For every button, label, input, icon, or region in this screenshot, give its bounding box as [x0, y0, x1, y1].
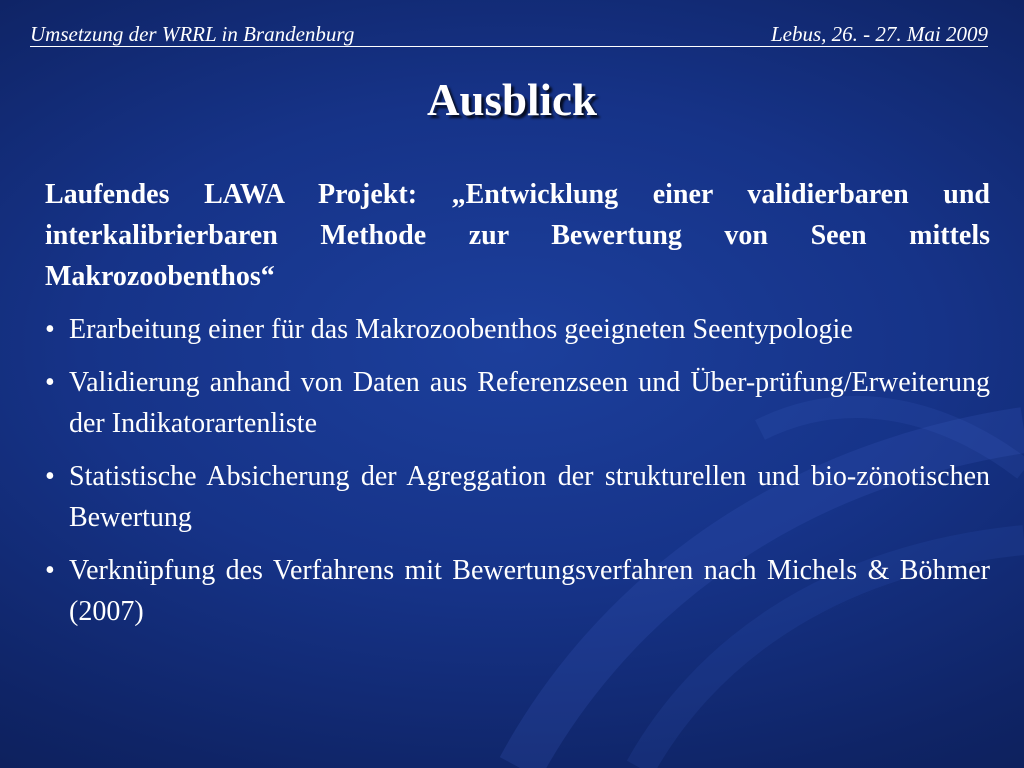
- bullet-text: Erarbeitung einer für das Makrozoobenthos geeigneten Seentypologie: [69, 314, 853, 345]
- bullet-item: [45, 456, 990, 538]
- bullet-item: [45, 550, 990, 632]
- bullet-marker: •: [45, 367, 55, 398]
- header-event-title: Umsetzung der WRRL in Brandenburg: [30, 22, 355, 46]
- bullet-marker: •: [45, 555, 55, 586]
- slide-content: [45, 174, 990, 644]
- bullet-item: [45, 362, 990, 444]
- bullet-text: Statistische Absicherung der Agreggation der strukturellen und bio-zönotischen Bewertung: [69, 461, 990, 533]
- bullet-text: Verknüpfung des Verfahrens mit Bewertungsverfahren nach Michels & Böhmer (2007): [69, 555, 990, 627]
- bullet-text: Validierung anhand von Daten aus Referenzseen und Über-prüfung/Erweiterung der Indikatorartenliste: [69, 367, 990, 439]
- slide-header: [30, 22, 988, 47]
- slide-title: Ausblick: [426, 75, 598, 125]
- bullet-item: [45, 309, 990, 350]
- bullet-marker: •: [45, 314, 55, 345]
- intro-paragraph: Laufendes LAWA Projekt: „Entwicklung einer validierbaren und interkalibrierbaren Methode zur Bewertung von Seen mittels Makrozoobenthos“: [45, 179, 990, 292]
- bullet-marker: •: [45, 461, 55, 492]
- header-event-date-location: Lebus, 26. - 27. Mai 2009: [771, 22, 988, 46]
